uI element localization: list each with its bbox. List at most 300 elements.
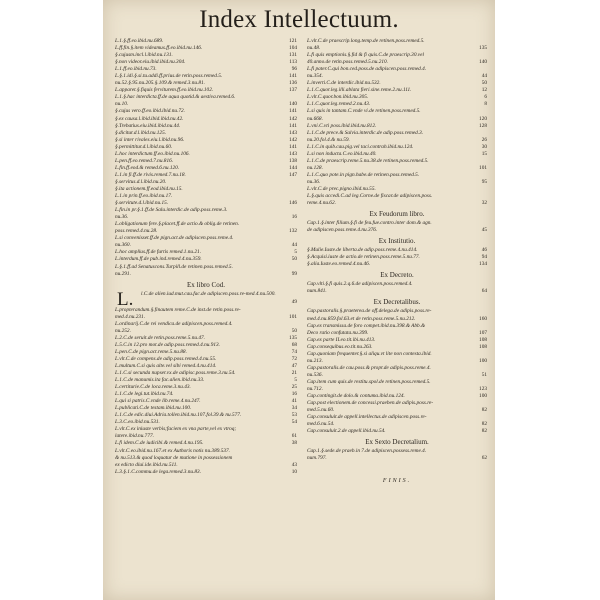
entry-text: num.841.	[307, 288, 327, 295]
entry-page: 16	[291, 214, 297, 221]
index-entry	[115, 264, 297, 271]
index-entry	[115, 321, 297, 328]
index-entry	[307, 87, 487, 94]
entry-page: 38	[291, 440, 297, 447]
entry-list-codex-cont	[307, 38, 487, 207]
entry-page: 121	[289, 38, 297, 44]
entry-page: 10	[291, 468, 297, 475]
entry-text: L.vlt.C.ex iniuste verbis;faciem ex vna parte,vel ex vtroq;	[115, 426, 237, 433]
entry-page: 26	[481, 136, 487, 143]
entry-page: 144	[289, 164, 297, 171]
index-entry	[307, 308, 487, 315]
index-entry	[115, 172, 297, 179]
index-entry	[115, 52, 297, 59]
index-entry	[115, 130, 297, 137]
index-entry	[307, 281, 487, 288]
entry-text: L.vni.C.vti poss.ibid.ibid.nu.812.	[307, 122, 377, 129]
entry-list-institutio	[307, 247, 487, 268]
entry-page: 140	[289, 101, 297, 108]
entry-page: 120	[479, 115, 487, 122]
entry-page: 30	[481, 143, 487, 150]
index-entry	[115, 440, 297, 447]
index-entry	[307, 227, 487, 234]
entry-page: 141	[289, 122, 297, 129]
entry-text: Cap.pastoralis.de cau.poss.& propr.de adipis.poss.reme.4.	[307, 364, 431, 371]
entry-text: 40.anno.de retin.poss.remed.5.nu.210.	[307, 59, 388, 66]
entry-text: §.cujusm.incl.l.ibid.nu.131.	[115, 52, 173, 59]
entry-text: nu.213.	[307, 357, 323, 364]
index-entry	[307, 38, 487, 45]
entry-text: L.vlt.C.eo.ibid.nu.167.et ex Authoris notis nu.389.537.	[115, 447, 230, 454]
entry-text: L.1.§.hac interdicta.ff.de aqua quotid.& aestiva.remed.6.	[115, 94, 236, 101]
entry-text: L.obligationum fere.§.placet.ff.de actio.& oblig.de retinen.	[115, 221, 240, 228]
entry-page: 74	[291, 348, 297, 355]
index-entry	[307, 144, 487, 151]
index-entry	[115, 137, 297, 144]
index-entry	[307, 247, 487, 254]
index-entry	[115, 144, 297, 151]
entry-text: L.3.§.1.C.commu.de lega.remed.3.nu.83.	[115, 468, 202, 475]
index-entry	[307, 455, 487, 462]
entry-text: de adipiscen.poss.reme.4.nu.376.	[307, 227, 378, 234]
entry-text: latere.ibid.nu.777.	[115, 433, 154, 440]
entry-page: 108	[479, 336, 487, 343]
entry-text: §.Trebatius.eiu.ibid.ibid.nu.44.	[115, 122, 181, 129]
entry-page: 64	[481, 288, 487, 295]
index-entry	[115, 116, 297, 123]
entry-text: L.ordinarij.C.de rei vendica.de adipiscen.poss.remed.4.	[115, 320, 233, 327]
entry-text: Cap.pastoralis.§.praeterea.de off.delega.de adipis.poss.re-	[307, 308, 432, 315]
entry-page: 25	[291, 384, 297, 391]
entry-text: nu.360.	[115, 242, 131, 249]
section-heading-decreto: Ex Decreto.	[380, 271, 414, 280]
entry-page: 8	[484, 101, 487, 108]
entry-text: L.1.§.ff.eo.ibid.nu.689.	[115, 38, 164, 44]
entry-page: 61	[291, 433, 297, 440]
entry-text: L.1.C.quor.leg.illi.ablata fieri.sine.reme.2.nu.111.	[307, 87, 412, 94]
index-entry	[307, 365, 487, 372]
entry-text: nu.36.	[307, 178, 321, 185]
index-entry	[115, 356, 297, 363]
section-heading-sexto: Ex Sexto Decretalium.	[365, 438, 429, 447]
index-entry	[307, 344, 487, 351]
entry-page: 134	[479, 261, 487, 268]
index-entry	[307, 407, 487, 414]
drop-cap-letter: L.	[117, 288, 134, 310]
entry-list-digest	[115, 38, 297, 278]
entry-page: 132	[289, 228, 297, 235]
entry-page: 142	[289, 115, 297, 122]
index-entry	[307, 179, 487, 186]
entry-text: Cap.vlti.§.fi quis.2.q.6.de adipiscen.poss.remed.4.	[307, 281, 413, 288]
entry-page: 21	[291, 370, 297, 377]
index-entry	[307, 379, 487, 386]
index-entry	[307, 108, 487, 115]
index-entry	[307, 151, 487, 158]
entry-text: L.publicati.C.de testam.ibid.nu.100.	[115, 405, 192, 412]
section-heading-institutio: Ex Institutio.	[378, 237, 416, 246]
index-entry	[307, 337, 487, 344]
entry-text: nu.291.	[115, 270, 131, 277]
entry-page: 135	[289, 334, 297, 341]
entry-page: 51	[481, 371, 487, 378]
entry-page: 160	[479, 315, 487, 322]
index-entry	[115, 426, 297, 433]
entry-text: L.fin.ff.eod.& remed.6.nu.120.	[115, 164, 180, 171]
entry-text: L.multum.C.si quis alte.vel sibi remed.4.nu.414.	[115, 362, 217, 369]
index-entry	[307, 172, 487, 179]
entry-page: 68	[291, 341, 297, 348]
right-column	[307, 38, 487, 484]
index-entry	[307, 414, 487, 421]
entry-text: L.vlt.C.de praescrip.long.temp.de retinen.poss.remed.5.	[307, 38, 425, 44]
entry-page: 135	[479, 45, 487, 52]
entry-text: L.1.C.quo pote.in pign.habe.de retinen.poss.remed.5.	[307, 171, 420, 178]
entry-page: 47	[291, 362, 297, 369]
index-entry	[307, 101, 487, 108]
index-entry	[307, 254, 487, 261]
index-entry	[115, 335, 297, 342]
index-entry	[115, 207, 297, 214]
entry-page: 141	[289, 73, 297, 80]
entry-text: L.apparet.§.fiquis ferviturem.ff.eo.ibid.nu.102.	[115, 87, 214, 94]
entry-list-sexto	[307, 448, 487, 462]
entry-text: L.fi idem.C.de iudicibi.& remed.4.nu.195.	[115, 440, 204, 447]
entry-page: 138	[289, 157, 297, 164]
entry-page: 53	[291, 412, 297, 419]
finis-mark: FINIS.	[382, 478, 412, 485]
entry-text: Cap.1.§.sede.de praeb.in 7.de adipiscen.possess.reme.4.	[307, 448, 427, 455]
entry-page: 5	[294, 249, 297, 256]
entry-page: 123	[479, 385, 487, 392]
index-entry	[115, 398, 297, 405]
index-entry	[115, 370, 297, 377]
entry-text: nu.48.	[307, 45, 321, 52]
entry-page: 95	[481, 178, 487, 185]
entry-text: Cap.1.§.inter filium.§.fi de feu.fue.contro.inter dom.& agn.	[307, 220, 432, 227]
index-entry	[115, 165, 297, 172]
entry-text: L.3.C.eo.ibid.nu.531.	[115, 419, 160, 426]
entry-text: L.1.in prin.ff.eo.ibid.nu.17.	[115, 193, 173, 200]
entry-list-codex	[115, 307, 297, 476]
entry-page: 44	[481, 73, 487, 80]
index-entry	[115, 221, 297, 228]
entry-page: 16	[291, 391, 297, 398]
entry-text: §.ita actionem.ff.eod.ibid.nu.15.	[115, 185, 183, 192]
entry-text: L.propterandum.§.finautem reme.C.de inst.de retin.poss.re-	[115, 306, 241, 313]
entry-page: 96	[291, 66, 297, 73]
entry-text: reme.4.nu.62.	[307, 200, 336, 207]
entry-text: Cap.ex transmissa.de foro compet.ibid.nu.398.& Abb.&	[307, 322, 426, 329]
entry-text: L.si quis in tantam.C.vnde vi.de retinen.poss.remed.5.	[307, 108, 421, 115]
entry-text: nu.52.§.95.nu.205.§.109.& remed.3.nu.81.	[115, 80, 205, 87]
index-entry	[307, 448, 487, 455]
entry-text: Cap.consuluit.2.de appell.ibid.nu.54.	[307, 428, 386, 435]
entry-page: 50	[481, 80, 487, 87]
entry-page: 62	[481, 455, 487, 462]
index-entry	[115, 314, 297, 321]
index-entry	[115, 186, 297, 193]
entry-text: med.5.nu.60.	[307, 407, 335, 414]
index-entry	[115, 342, 297, 349]
index-entry	[307, 137, 487, 144]
index-entry	[115, 193, 297, 200]
left-column	[115, 38, 297, 476]
entry-text: L.inverti.C.de interdic.ibid.nu.532.	[307, 80, 381, 87]
index-entry	[307, 386, 487, 393]
entry-page: 45	[481, 227, 487, 234]
section-heading-decretalibus: Ex Decretalibus.	[373, 298, 421, 307]
index-entry	[115, 307, 297, 314]
index-entry	[307, 73, 487, 80]
index-entry	[115, 455, 297, 462]
section-heading-codex: Ex libro Cod.	[187, 280, 225, 289]
entry-text: §.cujus vero.ff.eo.ibid.ibid.nu.72.	[115, 108, 185, 115]
index-entry	[115, 73, 297, 80]
entry-page: 82	[481, 428, 487, 435]
index-entry	[115, 38, 297, 45]
entry-page: 44	[291, 242, 297, 249]
entry-list-decreto	[307, 281, 487, 295]
entry-page: 141	[289, 143, 297, 150]
entry-page: 50	[291, 327, 297, 334]
entry-text: L.1.C.de edic.diui.Adria.tollen.ibid.nu.107.fol.39.& nu.577.	[115, 412, 242, 419]
entry-text: nu.36.	[115, 214, 129, 221]
entry-text: L.1.C.de legi.tut.ibid.nu.74.	[115, 391, 174, 398]
book-page	[103, 0, 495, 600]
index-entry	[307, 372, 487, 379]
entry-text: §.servitute.d.l.ibid.nu.15.	[115, 200, 169, 207]
entry-text: §.dicitur.d.l.ibid.nu.125.	[115, 129, 167, 136]
entry-text: L.vlt.C.de prec.pigno.ibid.nu.55.	[307, 185, 376, 192]
section-heading-feudorum: Ex Feudorum libro.	[369, 210, 425, 219]
entry-text: L.§.1.idi.§.si.tu.addi.ff.prius.de retin.poss.remed.5.	[115, 73, 223, 80]
entry-page: 113	[289, 59, 297, 66]
entry-page: 100	[479, 357, 487, 364]
entry-page: 49	[291, 298, 297, 305]
entry-text: L.1.C.si secunda nupser.vx.de adipisc.poss.reme.3.nu.54.	[115, 370, 236, 377]
entry-page: 43	[291, 461, 297, 468]
entry-text: poss.remed.4.nu.28.	[115, 228, 158, 235]
entry-page: 6	[484, 94, 487, 101]
index-entry	[307, 400, 487, 407]
index-entry	[307, 261, 487, 268]
index-entry	[115, 462, 297, 469]
index-entry	[307, 165, 487, 172]
entry-text: L.1.C.de praescrip.reme.5.nu.38.de retinen.poss.remed.5.	[307, 157, 429, 164]
index-entry	[115, 391, 297, 398]
index-entry	[307, 421, 487, 428]
entry-page: 32	[481, 200, 487, 207]
entry-page: 34	[291, 405, 297, 412]
entry-page: 12	[481, 87, 487, 94]
index-entry	[115, 256, 297, 263]
entry-text: L.hoc amplius.ff.de furtis remed.1.nu.21.	[115, 249, 202, 256]
entry-text: Cap.consuluit.de appell.intellectus.de adipiscen.poss.re-	[307, 414, 427, 421]
entry-page: 143	[289, 129, 297, 136]
entry-text: Cap.post electionem.de concessi.praeben.de adipis.poss.re-	[307, 400, 434, 407]
index-entry	[307, 116, 487, 123]
entry-text: nu.128.	[307, 164, 323, 171]
index-entry	[307, 130, 487, 137]
entry-text: Cap.contingit.de dolo.& contuma.ibid.nu.124.	[307, 393, 405, 400]
entry-text: L.§.1.ff.ad Senatuscons.Turpill.de retinen.poss.remed.5.	[115, 263, 233, 270]
index-entry	[307, 123, 487, 130]
entry-page: 128	[479, 122, 487, 129]
entry-list-decretalibus	[307, 308, 487, 435]
entry-page: 142	[289, 136, 297, 143]
entry-page: 141	[289, 108, 297, 115]
entry-page: 101	[289, 313, 297, 320]
entry-page: 5	[294, 377, 297, 384]
entry-page: 108	[479, 343, 487, 350]
index-entry	[115, 328, 297, 335]
entry-list-feudorum	[307, 220, 487, 234]
index-entry	[307, 66, 487, 73]
entry-text: L.si non inducta.C.eo.ibid.nu.40.	[307, 150, 377, 157]
entry-text: Cap.item cum quis.de restitu.spol.de retinen.poss.remed.5.	[307, 378, 431, 385]
entry-text: L.1.C.quor.leg.remed.2.nu.43.	[307, 101, 371, 108]
page-title: Index Intellectuum.	[199, 6, 399, 33]
entry-text: & nu.513.& quod loquatur de mutione in possessionem	[115, 454, 233, 461]
entry-text: L.5.C.in 12.pro mot.de adip.poss.remed.4.nu.913.	[115, 341, 220, 348]
entry-text: nu.10.	[115, 101, 129, 108]
entry-text: §.Acquisi.iuste de actio.de retinen.poss.reme.5.nu.77.	[307, 254, 420, 261]
entry-page: 137	[289, 87, 297, 94]
entry-text: med.6.nu.54.	[307, 421, 335, 428]
index-entry	[115, 235, 297, 242]
index-entry	[115, 108, 297, 115]
index-entry	[115, 151, 297, 158]
entry-text: Cap.ex parte II.eo.tit.ibi.nu.413.	[307, 336, 376, 343]
entry-page: 82	[481, 421, 487, 428]
entry-text: nu.712.	[307, 385, 323, 392]
entry-text: nu.252.	[115, 327, 131, 334]
index-entry	[115, 158, 297, 165]
entry-text: nu.354.	[307, 73, 323, 80]
index-entry	[307, 193, 487, 200]
entry-text: L.1.C.in quib.cau.pig.vel taci.contrah.ibid.nu.124.	[307, 143, 414, 150]
entry-text: §.alia.Iuste.eo.remed.4.nu.46.	[307, 261, 371, 268]
index-entry	[115, 384, 297, 391]
entry-page: 147	[289, 171, 297, 178]
entry-text: L.fi pater.C.qui bon.ced.poss.de adipiscen.poss.remed.4.	[307, 66, 427, 73]
entry-text: L.fin.in pr.§.1.ff.de Salu.interdic.de adip.poss.reme.3.	[115, 207, 228, 214]
entry-page: 50	[291, 256, 297, 263]
index-entry	[307, 351, 487, 358]
entry-page: 146	[289, 200, 297, 207]
entry-page: 104	[289, 45, 297, 52]
index-entry	[115, 363, 297, 370]
entry-text: Cap.consequibus.eo.tit.nu.263.	[307, 343, 373, 350]
entry-text: Cap.quoniam frequenter.§.si aliqu.vt lite non contesta.ibid.	[307, 350, 432, 357]
entry-page: 54	[291, 419, 297, 426]
entry-text: ex edicto diui.ide.ibid.nu.511.	[115, 461, 178, 468]
entry-text: L.1.C.de prece.& Salvia.interdic.de adip.poss.remed.3.	[307, 129, 424, 136]
entry-page: 94	[481, 254, 487, 261]
entry-text: L.vlt.C.quor.bon.ibid.nu.305.	[307, 94, 369, 101]
entry-text: L.1.ff.eo.ibid.nu.73.	[115, 66, 157, 73]
entry-text: L.pen.ff.eo.remed.7.nu.816.	[115, 157, 174, 164]
index-entry	[307, 52, 487, 59]
entry-text: §.non videor.eiu.ibid.ibid.nu.304.	[115, 59, 186, 66]
entry-text: nu.536.	[307, 371, 323, 378]
entry-page: 140	[479, 59, 487, 66]
entry-page: 41	[291, 398, 297, 405]
index-entry	[115, 94, 297, 101]
index-entry	[307, 330, 487, 337]
entry-text: L.qui si patris.C.vnde lib.reme.4.nu.247.	[115, 398, 201, 405]
entry-text: L.vlt.C.de compens.de adip.poss.remed.4.nu.55.	[115, 355, 217, 362]
entry-text: L.§.quis accedi.C.ad leg.Corne.de fiscar.de adipiscen.poss.	[307, 193, 433, 200]
index-entry	[307, 220, 487, 227]
index-entry	[115, 123, 297, 130]
entry-page: 131	[289, 52, 297, 59]
entry-text: l.C.de alien.iud.mut.cau.fac.de adipiscen.poss.re-med.4.nu.500.	[141, 290, 276, 297]
entry-text: §.servitus.d.l.ibid.nu.20.	[115, 178, 167, 185]
entry-text: L.certiturie.C.de loca.reme.3.nu.43.	[115, 384, 191, 391]
entry-text: num.797.	[307, 455, 327, 462]
index-entry	[307, 393, 487, 400]
entry-text: §.si inter rivales.eiu.l.ibid.nu.96.	[115, 136, 185, 143]
entry-text: §.permittitur.d.l.ibid.nu.60.	[115, 143, 173, 150]
entry-page: 82	[481, 407, 487, 414]
entry-page: 15	[481, 150, 487, 157]
index-entry	[307, 428, 487, 435]
index-entry	[115, 377, 297, 384]
entry-page: 72	[291, 355, 297, 362]
index-entry	[115, 412, 297, 419]
entry-text: §.ex causa.l.ibid.ibid.ibid.nu.42.	[115, 115, 184, 122]
entry-text: L.2.C.de seruit.de retin.poss.reme.5.nu.47.	[115, 334, 205, 341]
entry-text: L.pen.C.de pign.act.reme.5.nu.88.	[115, 348, 187, 355]
entry-text: nu.20.fol.4.& nu.59.	[307, 136, 350, 143]
index-entry	[307, 288, 487, 295]
entry-page: 101	[479, 164, 487, 171]
index-entry	[307, 316, 487, 323]
index-entry	[307, 94, 487, 101]
index-entry	[115, 469, 297, 476]
entry-page: 143	[289, 150, 297, 157]
entry-text: L.ff.fin.§.item videamus.ff.eo.ibid.nu.146.	[115, 45, 203, 52]
entry-page: 136	[289, 80, 297, 87]
entry-text: L.si convenisset.ff.de pign.act.de adipiscen.poss.reme.4.	[115, 235, 234, 242]
entry-page: 100	[479, 393, 487, 400]
entry-text: med.4.nu.859.fol.63.et de retin.poss.reme.5.nu.212.	[307, 315, 416, 322]
index-entry	[307, 158, 487, 165]
entry-text: nu.668.	[307, 115, 323, 122]
index-entry	[115, 45, 297, 52]
entry-text: L.interdum.ff.de pub.ind.remed.4.nu.359.	[115, 256, 202, 263]
entry-page: 46	[481, 247, 487, 254]
entry-text: §.Mulie.Iuste.de liberta.de adip.poss.reme.4.nu.414.	[307, 247, 418, 254]
index-entry	[115, 271, 297, 278]
entry-text: L.1.in fi.ff.de rivis.remed.7.nu.18.	[115, 171, 186, 178]
index-entry	[307, 323, 487, 330]
entry-page: 99	[291, 270, 297, 277]
entry-text: Deco ratio confutata.nu.399.	[307, 329, 369, 336]
entry-text: L.1.C.de manumis.ita fac.alien.ibid.nu.33.	[115, 377, 205, 384]
index-entry	[115, 448, 297, 455]
index-entry	[307, 358, 487, 365]
entry-text: L.hoc interdictum.ff.eo.ibid.nu.106.	[115, 150, 190, 157]
entry-page: 107	[479, 329, 487, 336]
index-entry	[307, 200, 487, 207]
index-entry	[115, 179, 297, 186]
entry-text: L.fi quis emptionis.§.fid & fi quis.C.de praescrip.30.vel	[307, 52, 424, 59]
index-entry	[115, 349, 297, 356]
index-entry	[307, 186, 487, 193]
